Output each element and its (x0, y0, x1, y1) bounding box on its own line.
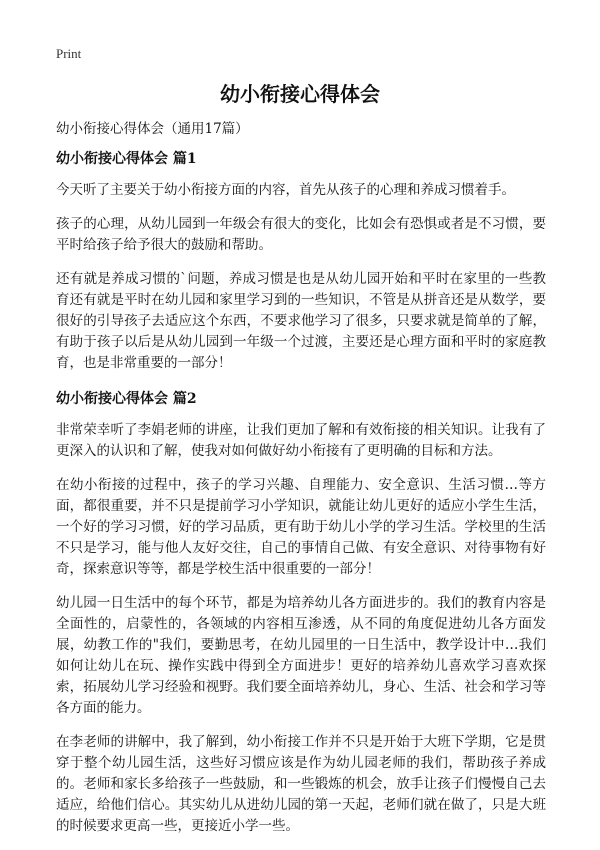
document-title: 幼小衔接心得体会 (220, 82, 380, 106)
article-body (56, 120, 546, 850)
paragraph: 幼儿园一日生活中的每个环节，都是为培养幼儿各方面进步的。我们的教育内容是全面性的，启蒙性的，各领域的内容相互渗透，从不同的角度促进幼儿各方面发展，幼教工作的"我们，要勤思考，在幼儿园里的一日生活中，教学设计中…我们如何让幼儿在玩、操作实践中得到全方面进步！更好的培养幼儿喜欢学习喜欢探索，拓展幼儿学习经验和视野。我们要全面培养幼儿，身心、生活、社会和学习等各方面的能力。 (56, 595, 546, 716)
section-2 (56, 390, 546, 837)
paragraph: 孩子的心理，从幼儿园到一年级会有很大的变化，比如会有恐惧或者是不习惯，要平时给孩子给予很大的鼓励和帮助。 (56, 216, 546, 253)
section-heading: 幼小衔接心得体会 篇1 (56, 151, 197, 167)
section-heading: 幼小衔接心得体会 篇2 (56, 391, 197, 407)
paragraph: 今天听了主要关于幼小衔接方面的内容，首先从孩子的心理和养成习惯着手。 (56, 182, 515, 198)
document-subtitle: 幼小衔接心得体会（通用17篇） (56, 121, 249, 137)
section-1 (56, 150, 546, 374)
paragraph: 在幼小衔接的过程中，孩子的学习兴趣、自理能力、安全意识、生活习惯…等方面，都很重要，并不只是提前学习小学知识，就能让幼儿更好的适应小学生生活，一个好的学习习惯，好的学习品质，更有助于幼儿小学的学习生活。学校里的生活不只是学习，能与他人友好交往，自己的事情自己做、有安全意识、对待事物有好奇，探索意识等等，都是学校生活中很重要的一部分！ (56, 477, 546, 577)
paragraph: 还有就是养成习惯的`问题，养成习惯是也是从幼儿园开始和平时在家里的一些教育还有就是平时在幼儿园和家里学习到的一些知识，不管是从拼音还是从数学，要很好的引导孩子去适应这个东西，不要求他学习了很多，只要求就是简单的了解，有助于孩子以后是从幼儿园到一年级一个过渡，主要还是心理方面和平时的家庭教育，也是非常重要的一部分！ (56, 271, 546, 371)
paragraph: 在李老师的讲解中，我了解到，幼小衔接工作并不只是开始于大班下学期，它是贯穿于整个幼儿园生活，这些好习惯应该是作为幼儿园老师的我们，帮助孩子养成的。老师和家长多给孩子一些鼓励，和一些锻炼的机会，放手让孩子们慢慢自己去适应，给他们信心。其实幼儿从进幼儿园的第一天起，老师们就在做了，只是大班的时候要求更高一些，更接近小学一些。 (56, 734, 546, 834)
paragraph: 非常荣幸听了李娟老师的讲座，让我们更加了解和有效衔接的相关知识。让我有了更深入的认识和了解，使我对如何做好幼小衔接有了更明确的目标和方法。 (56, 422, 546, 459)
print-link[interactable]: Print (56, 46, 82, 61)
